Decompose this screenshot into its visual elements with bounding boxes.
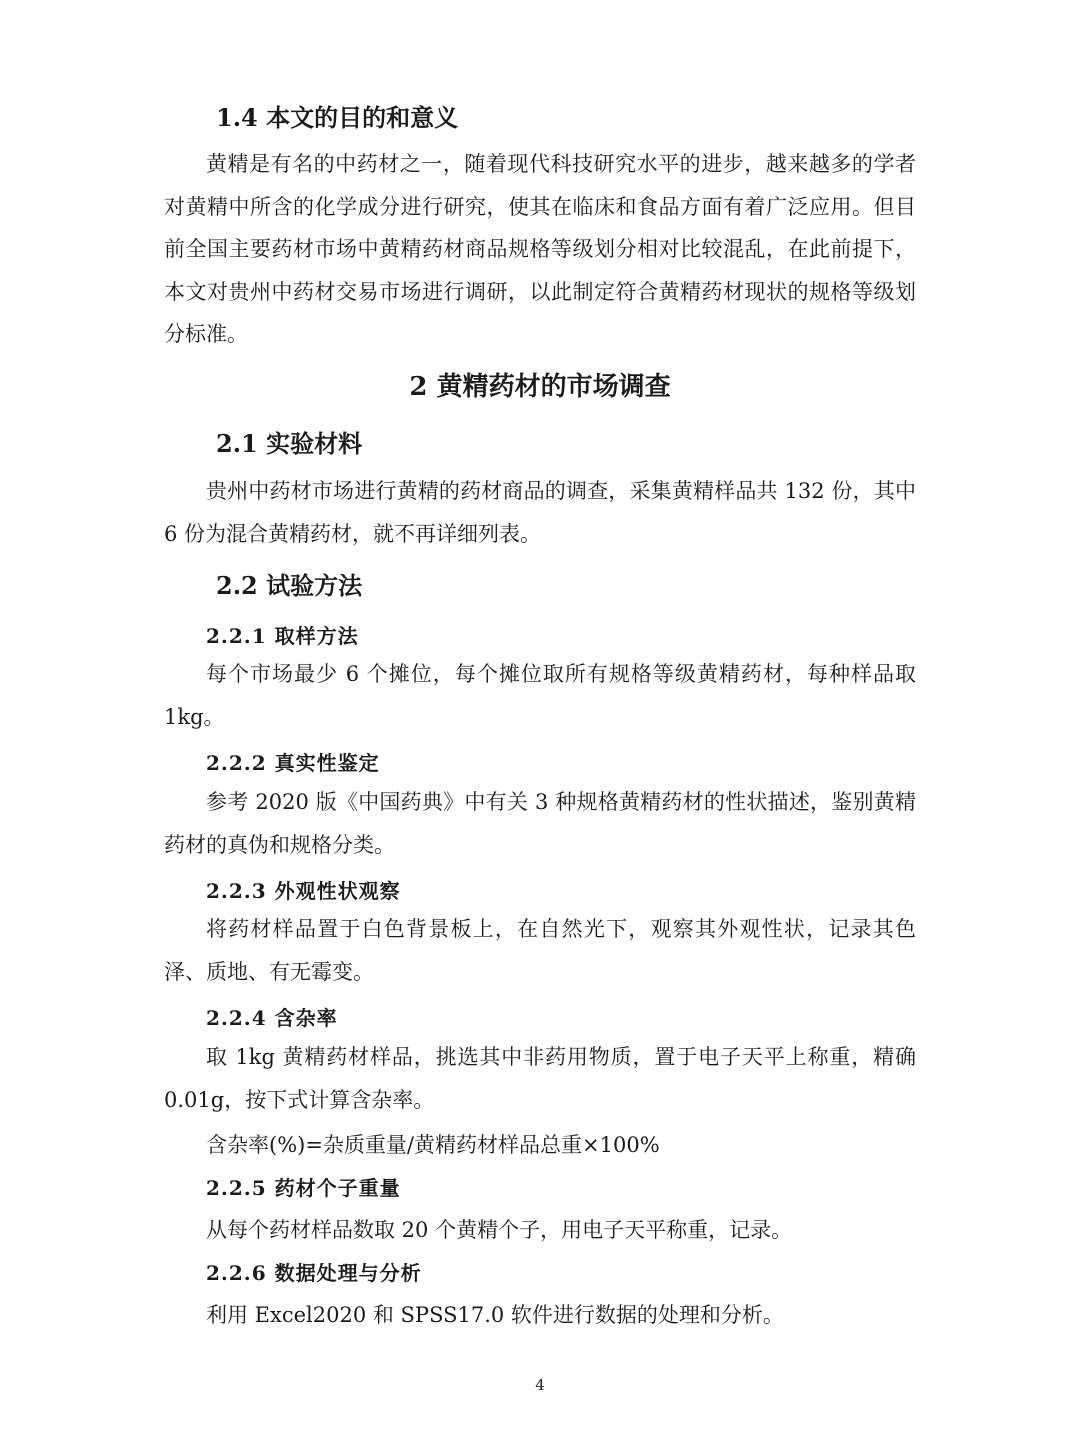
subsection-2-2-3-paragraph: 将药材样品置于白色背景板上，在自然光下，观察其外观性状，记录其色泽、质地、有无霉变。 <box>164 917 916 984</box>
subsection-2-2-6-paragraph: 利用 Excel2020 和 SPSS17.0 软件进行数据的处理和分析。 <box>206 1303 784 1327</box>
subsection-2-2-5-heading: 2.2.5 药材个子重量 <box>206 1176 401 1200</box>
chapter-2-title: 2 黄精药材的市场调查 <box>409 372 671 402</box>
subsection-2-2-1-heading: 2.2.1 取样方法 <box>206 624 359 648</box>
subsection-2-2-3-heading: 2.2.3 外观性状观察 <box>206 879 401 903</box>
section-2-1-heading: 2.1 实验材料 <box>216 429 363 458</box>
subsection-2-2-2-heading: 2.2.2 真实性鉴定 <box>206 751 380 775</box>
subsection-2-2-2-paragraph: 参考 2020 版《中国药典》中有关 3 种规格黄精药材的性状描述，鉴别黄精药材的真伪和规格分类。 <box>164 790 916 857</box>
subsection-2-2-6-heading: 2.2.6 数据处理与分析 <box>206 1261 422 1285</box>
section-1-4-paragraph: 黄精是有名的中药材之一，随着现代科技研究水平的进步，越来越多的学者对黄精中所含的化学成分进行研究，使其在临床和食品方面有着广泛应用。但目前全国主要药材市场中黄精药材商品规格等级划分相对比较混乱，在此前提下，本文对贵州中药材交易市场进行调研，以此制定符合黄精药材现状的规格等级划分标准。 <box>164 152 916 346</box>
section-2-1-paragraph: 贵州中药材市场进行黄精的药材商品的调查，采集黄精样品共 132 份，其中 6 份为混合黄精药材，就不再详细列表。 <box>164 479 916 546</box>
subsection-2-2-1-paragraph: 每个市场最少 6 个摊位，每个摊位取所有规格等级黄精药材，每种样品取 1kg。 <box>164 662 916 729</box>
subsection-2-2-5-paragraph: 从每个药材样品数取 20 个黄精个子，用电子天平称重，记录。 <box>206 1218 793 1242</box>
subsection-2-2-4-heading: 2.2.4 含杂率 <box>206 1006 338 1030</box>
section-1-4-heading: 1.4 本文的目的和意义 <box>216 103 459 132</box>
page-number: 4 <box>535 1376 545 1394</box>
subsection-2-2-4-paragraph: 取 1kg 黄精药材样品，挑选其中非药用物质，置于电子天平上称重，精确 0.01g，按下式计算含杂率。 <box>164 1045 916 1112</box>
section-2-2-heading: 2.2 试验方法 <box>216 571 363 600</box>
impurity-formula: 含杂率(%)=杂质重量/黄精药材样品总重×100% <box>206 1133 660 1157</box>
